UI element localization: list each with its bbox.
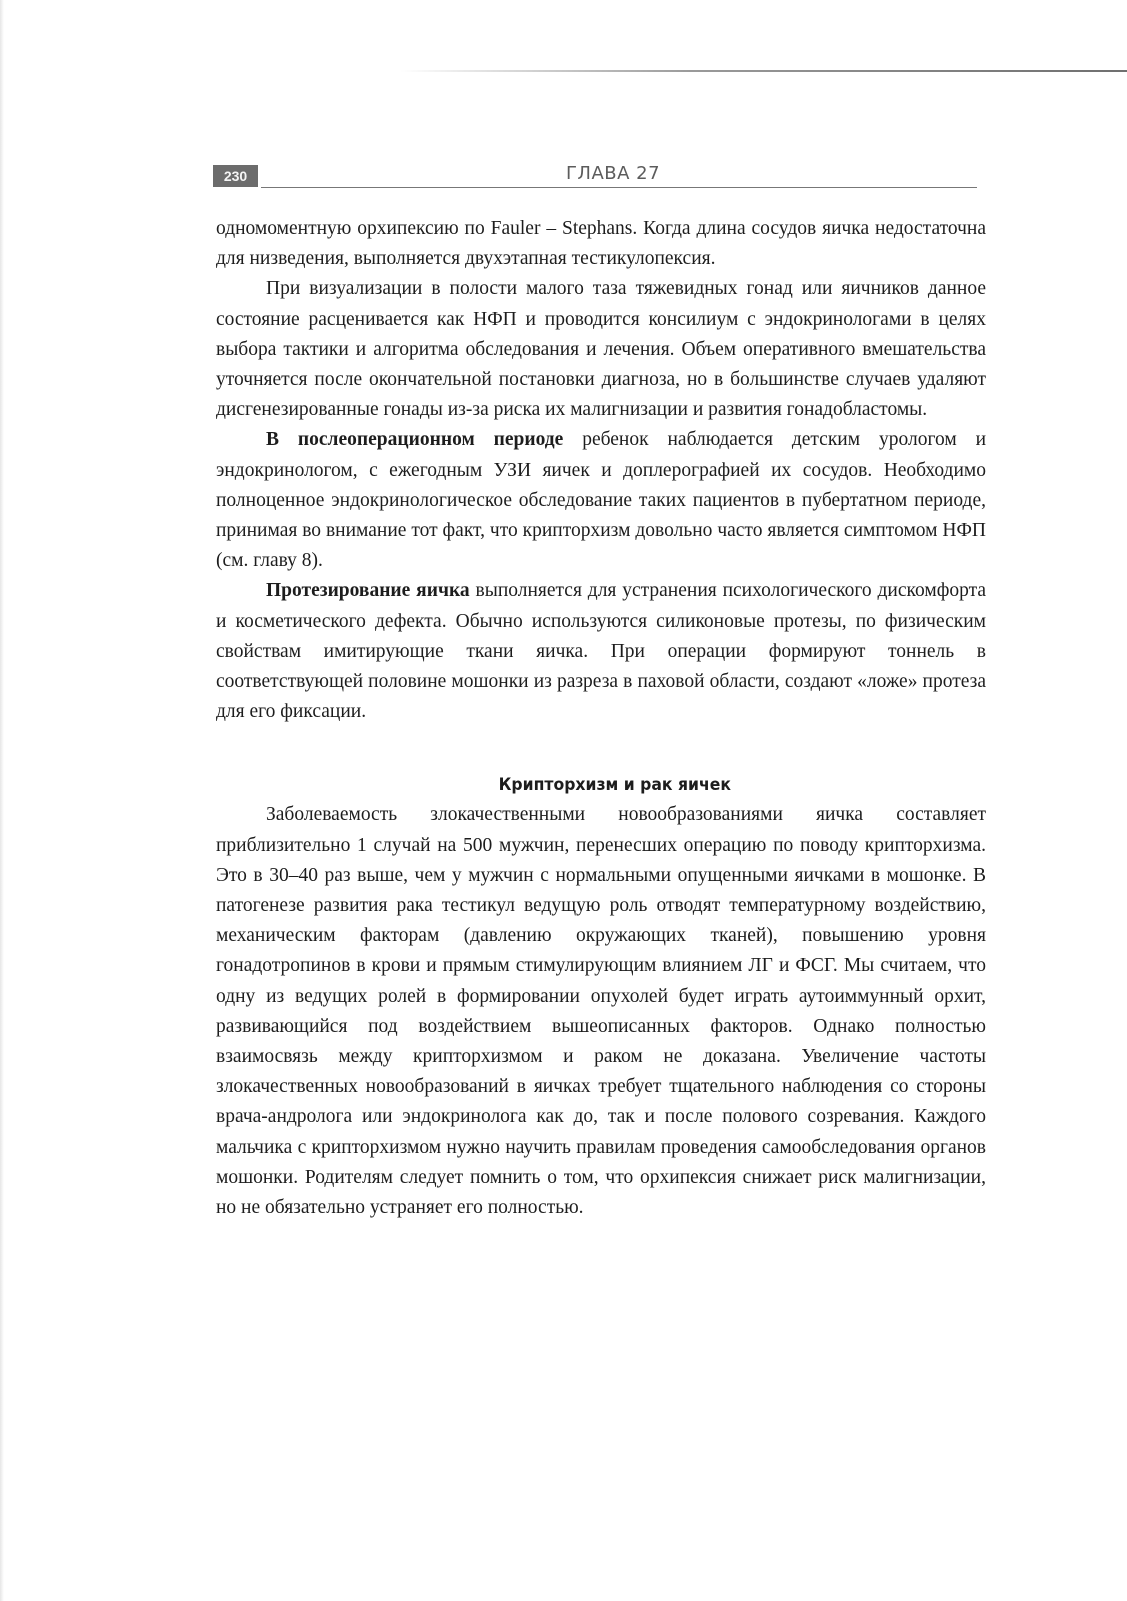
- section-heading: Крипторхизм и рак яичек: [498, 775, 731, 796]
- scan-shadow-top: [400, 70, 1127, 72]
- paragraph-visualization: [216, 274, 986, 425]
- paragraph-text: выполняется для устранения психологического дискомфорта и косметического дефекта. Обычно используются силиконовые протезы, по физическим свойствам имитирующие ткани яичка. При операции формируют тоннель в соответствующей половине мошонки из разреза в паховой области, создают «ложе» протеза для его фиксации.: [216, 580, 986, 723]
- paragraph-lead: Протезирование яичка: [266, 580, 470, 602]
- paragraph-text: При визуализации в полости малого таза тяжевидных гонад или яичников данное состояние расценивается как НФП и проводится консилиум с эндокринологами в целях выбора тактики и алгоритма обследования и лечения. Объем оперативного вмешательства уточняется после окончательной постановки диагноза, но в большинстве случаев удаляют дисгенезированные гонады из-за риска их малигнизации и развития гонадобластомы.: [216, 278, 986, 421]
- paragraph-text: Заболеваемость злокачественными новообразованиями яичка составляет приблизительно 1 случай на 500 мужчин, перенесших операцию по поводу крипторхизма. Это в 30–40 раз выше, чем у мужчин с нормальными опущенными яичками в мошонке. В патогенезе развития рака тестикул ведущую роль отводят температурному воздействию, механическим факторам (давлению окружающих тканей), повышению уровня гонадотропинов в крови и прямым стимулирующим влиянием ЛГ и ФСГ. Мы считаем, что одну из ведущих ролей в формировании опухолей будет играть аутоиммунный орхит, развивающийся под воздействием вышеописанных факторов. Однако полностью взаимосвязь между крипторхизмом и раком не доказана. Увеличение частоты злокачественных новообразований в яичках требует тщательного наблюдения со стороны врача-андролога или эндокринолога как до, так и после полового созревания. Каждого мальчика с крипторхизмом нужно научить правилам проведения самообследования органов мошонки. Родителям следует помнить о том, что орхипексия снижает риск малигнизации, но не обязательно устраняет его полностью.: [216, 804, 986, 1219]
- paragraph-cancer: [216, 800, 986, 1223]
- page-number: 230: [213, 165, 258, 187]
- scan-shadow-left: [0, 0, 4, 1601]
- header-rule: [261, 187, 977, 188]
- paragraph-prosthesis: [216, 576, 986, 727]
- chapter-title: ГЛАВА 27: [565, 163, 661, 184]
- paragraph-text: одномоментную орхипексию по Fauler – Stephans. Когда длина сосудов яичка недостаточна для низведения, выполняется двухэтапная тестикулопексия.: [216, 218, 986, 270]
- paragraph-continuation: [216, 214, 986, 274]
- paragraph-lead: В послеоперационном периоде: [266, 429, 564, 451]
- page-header: [213, 162, 977, 190]
- paragraph-postoperative: [216, 425, 986, 576]
- page-body: [216, 214, 986, 1223]
- paragraph-text: ребенок наблюдается детским урологом и эндокринологом, с ежегодным УЗИ яичек и доплерографией их сосудов. Необходимо полноценное эндокринологическое обследование таких пациентов в пубертатном периоде, принимая во внимание тот факт, что крипторхизм довольно часто является симптомом НФП (см. главу 8).: [216, 429, 987, 572]
